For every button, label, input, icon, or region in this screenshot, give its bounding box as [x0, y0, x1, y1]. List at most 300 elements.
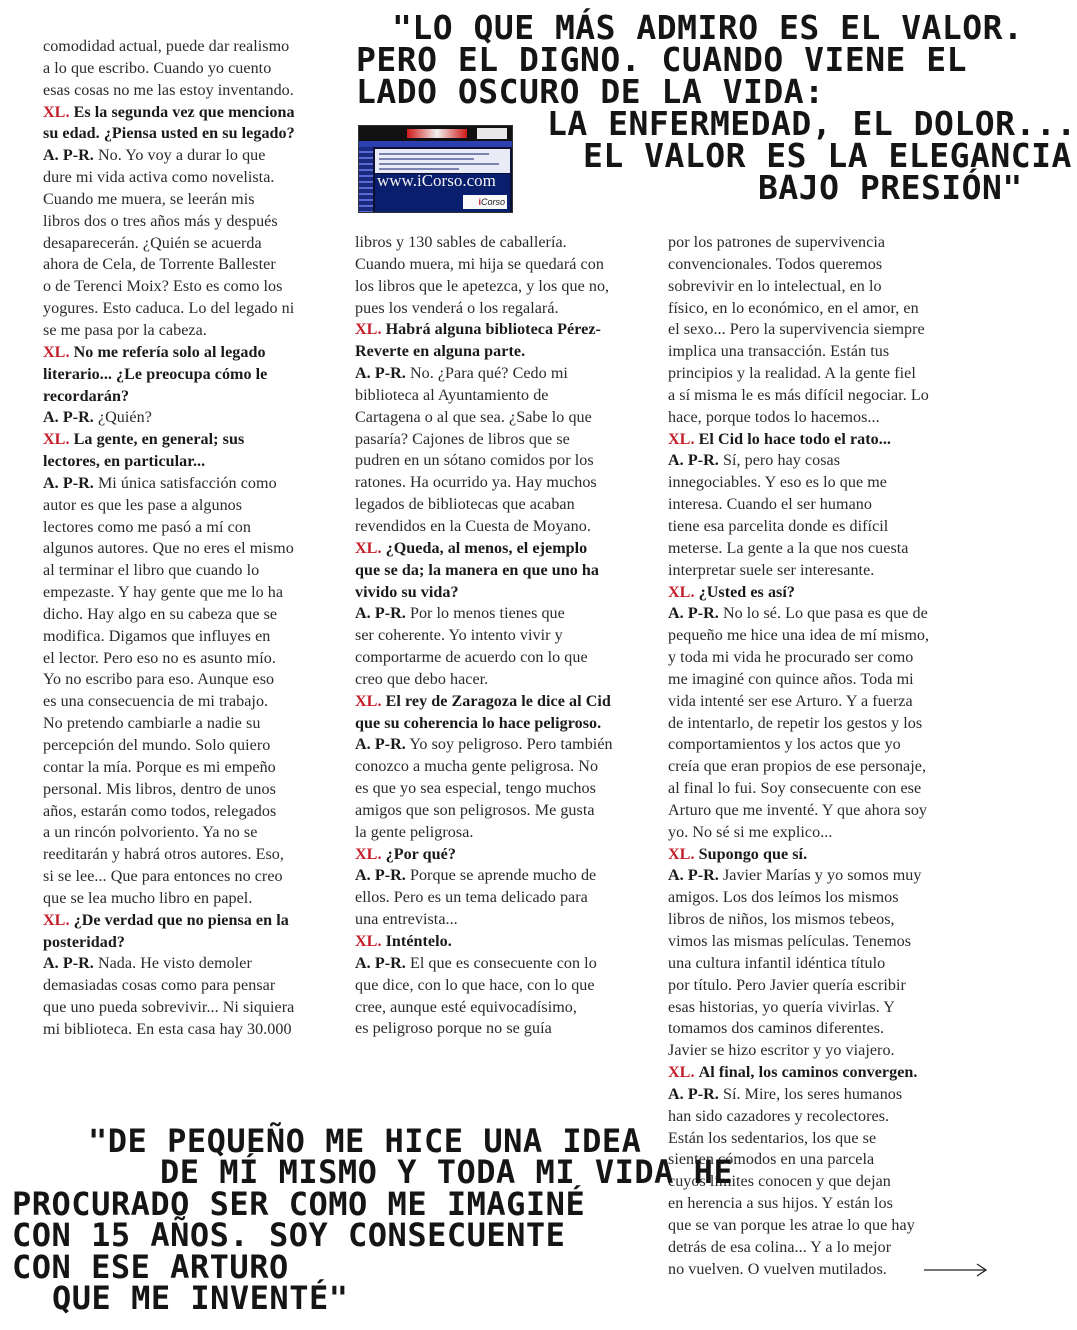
text-line — [43, 844, 343, 866]
text-line — [668, 734, 968, 756]
text-line — [43, 822, 343, 844]
answer-text: libros de niños, los mismos tebeos, — [668, 911, 895, 929]
text-line — [668, 1128, 968, 1150]
text-line — [668, 865, 968, 887]
answer-text: contar la mía. Porque es mi empeño — [43, 758, 276, 776]
question-text: La gente, en general; sus — [73, 431, 245, 449]
pull-quote-line: "LO QUE MÁS ADMIRO ES EL VALOR. — [392, 8, 1024, 47]
text-line — [355, 931, 655, 953]
text-line — [668, 560, 968, 582]
text-line — [668, 953, 968, 975]
answer-text: dure mi vida activa como novelista. — [43, 169, 275, 187]
answer-text: modifica. Digamos que influyes en — [43, 627, 271, 645]
pull-quote-line: LA ENFERMEDAD, EL DOLOR... — [547, 104, 1077, 143]
text-line — [668, 1259, 968, 1281]
answer-text: Cartagena o al que sea. ¿Sabe lo que — [355, 408, 592, 426]
question-text: lectores, en particular... — [43, 453, 206, 471]
text-line — [668, 887, 968, 909]
text-line — [43, 888, 343, 910]
text-line — [668, 319, 968, 341]
continue-arrow-icon — [924, 1262, 988, 1278]
answer-text: ratones. Ha ocurrido ya. Hay muchos — [355, 474, 597, 492]
pull-quote-bottom — [0, 1118, 734, 1318]
text-line — [355, 647, 655, 669]
answer-text: lectores como me pasó a mí con — [43, 518, 251, 536]
answer-text: creo que debo hacer. — [355, 670, 489, 688]
answer-text: al final lo fui. Soy consecuente con ese — [668, 780, 922, 798]
question-text: Inténtelo. — [385, 933, 452, 950]
text-line — [43, 975, 343, 997]
text-line — [355, 822, 655, 844]
text-line — [668, 385, 968, 407]
answer-text: ¿Quién? — [97, 409, 152, 427]
answer-text: por los patrones de supervivencia — [668, 234, 886, 251]
answer-text: revendidos en la Cuesta de Moyano. — [355, 517, 591, 535]
answer-text: a sí misma le es más difícil negociar. Lo — [668, 386, 929, 404]
answer-text: pues los venderá o los regalará. — [355, 299, 559, 317]
answer-text: Sí, pero hay cosas — [722, 452, 841, 470]
question-text: posteridad? — [43, 933, 125, 951]
answer-text: que se van porque les atrae lo que hay — [668, 1216, 915, 1234]
text-line — [668, 450, 968, 472]
answer-text: a un rincón polvoriento. Ya no se — [43, 824, 258, 842]
question-text: Al final, los caminos convergen. — [698, 1064, 918, 1082]
answer-text: personal. Mis libros, dentro de unos — [43, 780, 276, 798]
text-line — [43, 910, 343, 932]
apr-answer-marker: A. P-R. — [668, 452, 719, 470]
xl-question-marker: XL. — [668, 430, 695, 448]
question-text: literario... ¿Le preocupa cómo le — [43, 365, 268, 383]
answer-text: No pretendo cambiarle a nadie su — [43, 715, 261, 733]
answer-text: Por lo menos tienes que — [409, 605, 565, 623]
text-line — [43, 713, 343, 735]
text-line — [43, 932, 343, 954]
text-line — [43, 538, 343, 560]
xl-question-marker: XL. — [668, 583, 695, 601]
text-line — [355, 429, 655, 451]
text-line — [355, 582, 655, 604]
answer-text: los libros que le apetezca, y los que no, — [355, 277, 610, 295]
apr-answer-marker: A. P-R. — [668, 605, 719, 623]
answer-text: cree, aunque esté equivocadísimo, — [355, 998, 577, 1016]
answer-text: algunos autores. Que no eres el mismo — [43, 540, 294, 558]
text-line — [355, 669, 655, 691]
answer-text: pasaría? Cajones de libros que se — [355, 430, 570, 448]
xl-question-marker: XL. — [668, 1064, 695, 1082]
text-line — [43, 669, 343, 691]
text-line — [43, 757, 343, 779]
answer-text: pudren en un sótano comidos por los — [355, 452, 594, 470]
text-line — [43, 254, 343, 276]
answer-text: implica una transacción. Están tus — [668, 343, 890, 361]
text-line — [43, 953, 343, 975]
answer-text: reeditarán y habrá otros autores. Eso, — [43, 846, 284, 864]
text-line — [43, 1019, 343, 1041]
thumbnail-nav-bar — [359, 141, 512, 147]
answer-text: Nada. He visto demoler — [97, 955, 252, 973]
answer-text: una entrevista... — [355, 911, 458, 929]
question-text: No me refería solo al legado — [73, 343, 266, 361]
xl-question-marker: XL. — [43, 103, 70, 121]
answer-text: por título. Pero Javier quería escribir — [668, 976, 906, 994]
text-line — [355, 516, 655, 538]
text-line — [668, 1018, 968, 1040]
answer-text: Javier Marías y yo somos muy — [722, 867, 922, 885]
text-line — [355, 298, 655, 320]
text-line — [43, 495, 343, 517]
text-line — [355, 341, 655, 363]
answer-text: Cuando me muera, se leerán mis — [43, 190, 255, 208]
answer-text: y toda mi vida he procurado ser como — [668, 649, 914, 667]
answer-text: de intentarlo, de repetir los gestos y los — [668, 714, 923, 732]
answer-text: Sí. Mire, los seres humanos — [722, 1085, 903, 1103]
answer-text: Cuando muera, mi hija se quedará con — [355, 255, 604, 273]
text-line — [355, 232, 655, 254]
text-line — [355, 778, 655, 800]
question-text: Reverte en alguna parte. — [355, 343, 526, 361]
answer-text: autor es que les pase a algunos — [43, 496, 243, 514]
text-line — [43, 866, 343, 888]
text-line — [668, 844, 968, 866]
answer-text: tiene esa parcelita donde es difícil — [668, 517, 889, 535]
text-line — [43, 735, 343, 757]
answer-text: o de Terenci Moix? Esto es como los — [43, 278, 283, 296]
answer-text: demasiadas cosas como para pensar — [43, 977, 276, 995]
pull-quote-line: "DE PEQUEÑO ME HICE UNA IDEA — [88, 1122, 642, 1160]
text-line — [355, 494, 655, 516]
pull-quote-line: PERO EL DIGNO. CUANDO VIENE EL — [356, 40, 968, 79]
answer-text: el sexo... Pero la supervivencia siempre — [668, 321, 925, 339]
text-line — [355, 385, 655, 407]
text-line — [43, 342, 343, 364]
answer-text: comportamientos y los actos que yo — [668, 736, 901, 754]
text-line — [668, 1106, 968, 1128]
text-line — [43, 320, 343, 342]
answer-text: sienten cómodos en una parcela — [668, 1151, 875, 1169]
text-line — [668, 822, 968, 844]
text-line — [668, 975, 968, 997]
text-line — [43, 123, 343, 145]
answer-text: detrás de esa colina... Y a lo mejor — [668, 1238, 892, 1256]
answer-text: meterse. La gente a la que nos cuesta — [668, 539, 909, 557]
text-line — [668, 756, 968, 778]
thumbnail-url-text: www.iCorso.com — [377, 171, 496, 190]
answer-text: interpretar suele ser interesante. — [668, 561, 875, 579]
answer-text: Yo no escribo para eso. Aunque eso — [43, 671, 275, 689]
text-line — [668, 494, 968, 516]
text-line — [355, 887, 655, 909]
answer-text: yo. No sé si me explico... — [668, 823, 833, 841]
text-line — [668, 1084, 968, 1106]
text-line — [355, 254, 655, 276]
answer-text: percepción del mundo. Solo quiero — [43, 737, 271, 754]
answer-text: si se lee... Que para entonces no creo — [43, 868, 283, 886]
text-line — [668, 254, 968, 276]
xl-question-marker: XL. — [43, 343, 70, 361]
text-line — [355, 319, 655, 341]
text-line — [355, 975, 655, 997]
apr-answer-marker: A. P-R. — [668, 867, 719, 885]
thumbnail-content-panel — [375, 149, 510, 173]
pull-quote-line: DE MÍ MISMO Y TODA MI VIDA HE — [160, 1153, 734, 1191]
text-line — [355, 560, 655, 582]
answer-text: físico, en lo económico, en el amor, en — [668, 299, 919, 317]
question-text: ¿Queda, al menos, el ejemplo — [385, 539, 588, 557]
pull-quote-line: EL VALOR ES LA ELEGANCIA — [583, 136, 1072, 175]
answer-text: principios y la realidad. A la gente fiel — [668, 365, 916, 383]
text-line — [43, 80, 343, 102]
question-text: su edad. ¿Piensa usted en su legado? — [43, 125, 295, 143]
pull-quote-line: PROCURADO SER COMO ME IMAGINÉ — [12, 1185, 586, 1223]
text-line — [355, 865, 655, 887]
question-text: que se da; la manera en que uno ha — [355, 561, 600, 579]
text-line — [43, 429, 343, 451]
xl-question-marker: XL. — [355, 692, 382, 710]
question-text: Habrá alguna biblioteca Pérez- — [385, 321, 601, 339]
text-line — [668, 647, 968, 669]
question-text: Es la segunda vez que menciona — [73, 103, 295, 121]
text-line — [355, 603, 655, 625]
text-column-3 — [668, 232, 968, 1281]
answer-text: No. ¿Para qué? Cedo mi — [409, 365, 568, 383]
answer-text: a lo que escribo. Cuando yo cuento — [43, 59, 272, 77]
answer-text: años, estarán como todos, relegados — [43, 802, 277, 820]
text-line — [43, 626, 343, 648]
text-line — [668, 472, 968, 494]
text-line — [668, 429, 968, 451]
text-line — [43, 189, 343, 211]
text-line — [668, 516, 968, 538]
text-line — [43, 386, 343, 408]
pull-quote-line: CON ESE ARTURO — [12, 1248, 289, 1286]
text-line — [668, 1040, 968, 1062]
answer-text: cuyos límites conocen y que dejan — [668, 1173, 891, 1191]
answer-text: Mi única satisfacción como — [97, 474, 277, 492]
answer-text: hace, porque todos lo hacemos... — [668, 408, 880, 426]
text-line — [355, 363, 655, 385]
thumbnail-mark — [477, 128, 507, 139]
answer-text: Javier se hizo escritor y yo viajero. — [668, 1042, 895, 1060]
website-screenshot-thumbnail — [358, 125, 513, 213]
text-line — [43, 145, 343, 167]
answer-text: es una consecuencia de mi trabajo. — [43, 693, 269, 711]
text-line — [43, 36, 343, 58]
xl-question-marker: XL. — [355, 845, 382, 863]
apr-answer-marker: A. P-R. — [355, 736, 406, 754]
text-line — [668, 669, 968, 691]
thumbnail-brand: iCorso — [463, 195, 507, 209]
text-line — [355, 538, 655, 560]
apr-answer-marker: A. P-R. — [43, 955, 94, 973]
question-text: El Cid lo hace todo el rato... — [698, 430, 891, 448]
answer-text: Arturo que me inventé. Y que ahora soy — [668, 801, 928, 819]
answer-text: libros y 130 sables de caballería. — [355, 234, 567, 251]
question-text: Supongo que sí. — [698, 845, 808, 863]
xl-question-marker: XL. — [668, 845, 695, 863]
thumbnail-sidebar — [359, 147, 373, 212]
answer-text: me imaginé con quince años. Toda mi — [668, 670, 914, 688]
answer-text: El que es consecuente con lo — [409, 954, 597, 972]
apr-answer-marker: A. P-R. — [355, 605, 406, 623]
thumbnail-header-bar — [359, 126, 512, 141]
question-text: ¿Por qué? — [385, 845, 456, 863]
text-line — [43, 473, 343, 495]
text-line — [668, 1062, 968, 1084]
text-line — [668, 603, 968, 625]
answer-text: creía que eran propios de ese personaje, — [668, 758, 927, 776]
text-line — [43, 451, 343, 473]
answer-text: empezaste. Y hay gente que me lo ha — [43, 584, 284, 602]
answer-text: la gente peligrosa. — [355, 823, 474, 841]
text-line — [355, 713, 655, 735]
answer-text: conozco a mucha gente peligrosa. No — [355, 758, 599, 776]
text-line — [668, 778, 968, 800]
answer-text: ser coherente. Yo intento vivir y — [355, 627, 563, 645]
apr-answer-marker: A. P-R. — [355, 365, 406, 383]
answer-text: Yo soy peligroso. Pero también — [409, 736, 613, 754]
answer-text: amigos que son peligrosos. Me gusta — [355, 801, 595, 819]
text-line — [668, 931, 968, 953]
answer-text: pequeño me hice una idea de mí mismo, — [668, 627, 930, 645]
text-line — [668, 800, 968, 822]
text-line — [668, 713, 968, 735]
answer-text: se me pasa por la cabeza. — [43, 321, 207, 339]
text-line — [43, 167, 343, 189]
apr-answer-marker: A. P-R. — [355, 954, 406, 972]
text-column-1 — [43, 36, 343, 1041]
answer-text: convencionales. Todos queremos — [668, 255, 883, 273]
text-line — [355, 909, 655, 931]
xl-question-marker: XL. — [355, 321, 382, 339]
text-line — [668, 1193, 968, 1215]
text-column-2 — [355, 232, 655, 1040]
answer-text: han sido cazadores y recolectores. — [668, 1107, 890, 1125]
text-line — [355, 691, 655, 713]
answer-text: ahora de Cela, de Torrente Ballester — [43, 256, 276, 274]
answer-text: Están los sedentarios, los que se — [668, 1129, 877, 1147]
text-line — [43, 582, 343, 604]
question-text: vivido su vida? — [355, 583, 459, 601]
answer-text: al terminar el libro que cuando lo — [43, 562, 260, 580]
xl-question-marker: XL. — [355, 539, 382, 557]
text-line — [668, 363, 968, 385]
text-line — [668, 538, 968, 560]
question-text: El rey de Zaragoza le dice al Cid — [385, 692, 611, 710]
answer-text: esas cosas no me las estoy inventando. — [43, 81, 294, 99]
answer-text: que dice, con lo que hace, con lo que — [355, 976, 595, 994]
answer-text: es que yo sea especial, tengo muchos — [355, 780, 596, 798]
text-line — [355, 953, 655, 975]
text-line — [43, 211, 343, 233]
text-line — [43, 298, 343, 320]
answer-text: libros dos o tres años más y después — [43, 212, 278, 230]
text-line — [43, 691, 343, 713]
answer-text: biblioteca al Ayuntamiento de — [355, 386, 549, 404]
text-line — [355, 450, 655, 472]
text-line — [43, 58, 343, 80]
text-line — [43, 801, 343, 823]
xl-question-marker: XL. — [43, 431, 70, 449]
text-line — [355, 276, 655, 298]
text-line — [355, 472, 655, 494]
pull-quote-line: LADO OSCURO DE LA VIDA: — [356, 72, 825, 111]
pull-quote-line: QUE ME INVENTÉ" — [52, 1279, 349, 1317]
apr-answer-marker: A. P-R. — [355, 867, 406, 885]
text-line — [43, 102, 343, 124]
pull-quote-line: CON 15 AÑOS. SOY CONSECUENTE — [12, 1216, 566, 1254]
answer-text: sobrevivir en lo intelectual, en lo — [668, 277, 882, 295]
answer-text: legados de bibliotecas que acaban — [355, 496, 575, 514]
text-line — [43, 364, 343, 386]
text-line — [355, 625, 655, 647]
answer-text: vida intenté ser ese Arturo. Y a fuerza — [668, 692, 913, 710]
answer-text: esas historias, yo quería vivirlas. Y — [668, 998, 895, 1016]
text-line — [668, 625, 968, 647]
text-line — [43, 276, 343, 298]
answer-text: dicho. Hay algo en su cabeza que se — [43, 605, 278, 623]
text-line — [43, 604, 343, 626]
answer-text: mi biblioteca. En esta casa hay 30.000 — [43, 1020, 292, 1038]
apr-answer-marker: A. P-R. — [43, 147, 94, 165]
text-line — [668, 997, 968, 1019]
answer-text: es peligroso porque no se guía — [355, 1020, 552, 1038]
text-line — [355, 800, 655, 822]
answer-text: que se lea mucho libro en papel. — [43, 889, 253, 907]
text-line — [668, 1237, 968, 1259]
question-text: recordarán? — [43, 387, 130, 405]
text-line — [43, 560, 343, 582]
text-line — [668, 341, 968, 363]
text-line — [43, 648, 343, 670]
apr-answer-marker: A. P-R. — [43, 474, 94, 492]
text-line — [355, 756, 655, 778]
text-line — [355, 407, 655, 429]
question-text: que su coherencia lo hace peligroso. — [355, 714, 602, 732]
answer-text: el lector. Pero eso no es asunto mío. — [43, 649, 276, 667]
answer-text: amigos. Los dos leímos los mismos — [668, 889, 899, 907]
question-text: ¿Usted es así? — [698, 583, 795, 601]
apr-answer-marker: A. P-R. — [43, 409, 94, 427]
answer-text: en herencia a sus hijos. Y están los — [668, 1195, 893, 1213]
text-line — [355, 997, 655, 1019]
text-line — [43, 407, 343, 429]
text-line — [668, 691, 968, 713]
text-line — [355, 1018, 655, 1040]
text-line — [668, 276, 968, 298]
answer-text: una cultura infantil idéntica título — [668, 954, 886, 972]
text-line — [355, 734, 655, 756]
text-line — [668, 582, 968, 604]
text-line — [668, 909, 968, 931]
text-line — [668, 232, 968, 254]
text-line — [355, 844, 655, 866]
answer-text: desaparecerán. ¿Quién se acuerda — [43, 234, 262, 252]
text-line — [668, 1215, 968, 1237]
text-line — [668, 298, 968, 320]
answer-text: comodidad actual, puede dar realismo — [43, 38, 290, 55]
apr-answer-marker: A. P-R. — [668, 1085, 719, 1103]
answer-text: no vuelven. O vuelven mutilados. — [668, 1260, 887, 1278]
text-line — [668, 407, 968, 429]
answer-text: innegociables. Y eso es lo que me — [668, 474, 888, 492]
answer-text: ellos. Pero es un tema delicado para — [355, 889, 588, 907]
text-line — [43, 517, 343, 539]
thumbnail-logo — [407, 129, 467, 138]
xl-question-marker: XL. — [355, 933, 382, 950]
text-line — [43, 233, 343, 255]
answer-text: comportarme de acuerdo con lo que — [355, 649, 588, 667]
text-line — [43, 779, 343, 801]
